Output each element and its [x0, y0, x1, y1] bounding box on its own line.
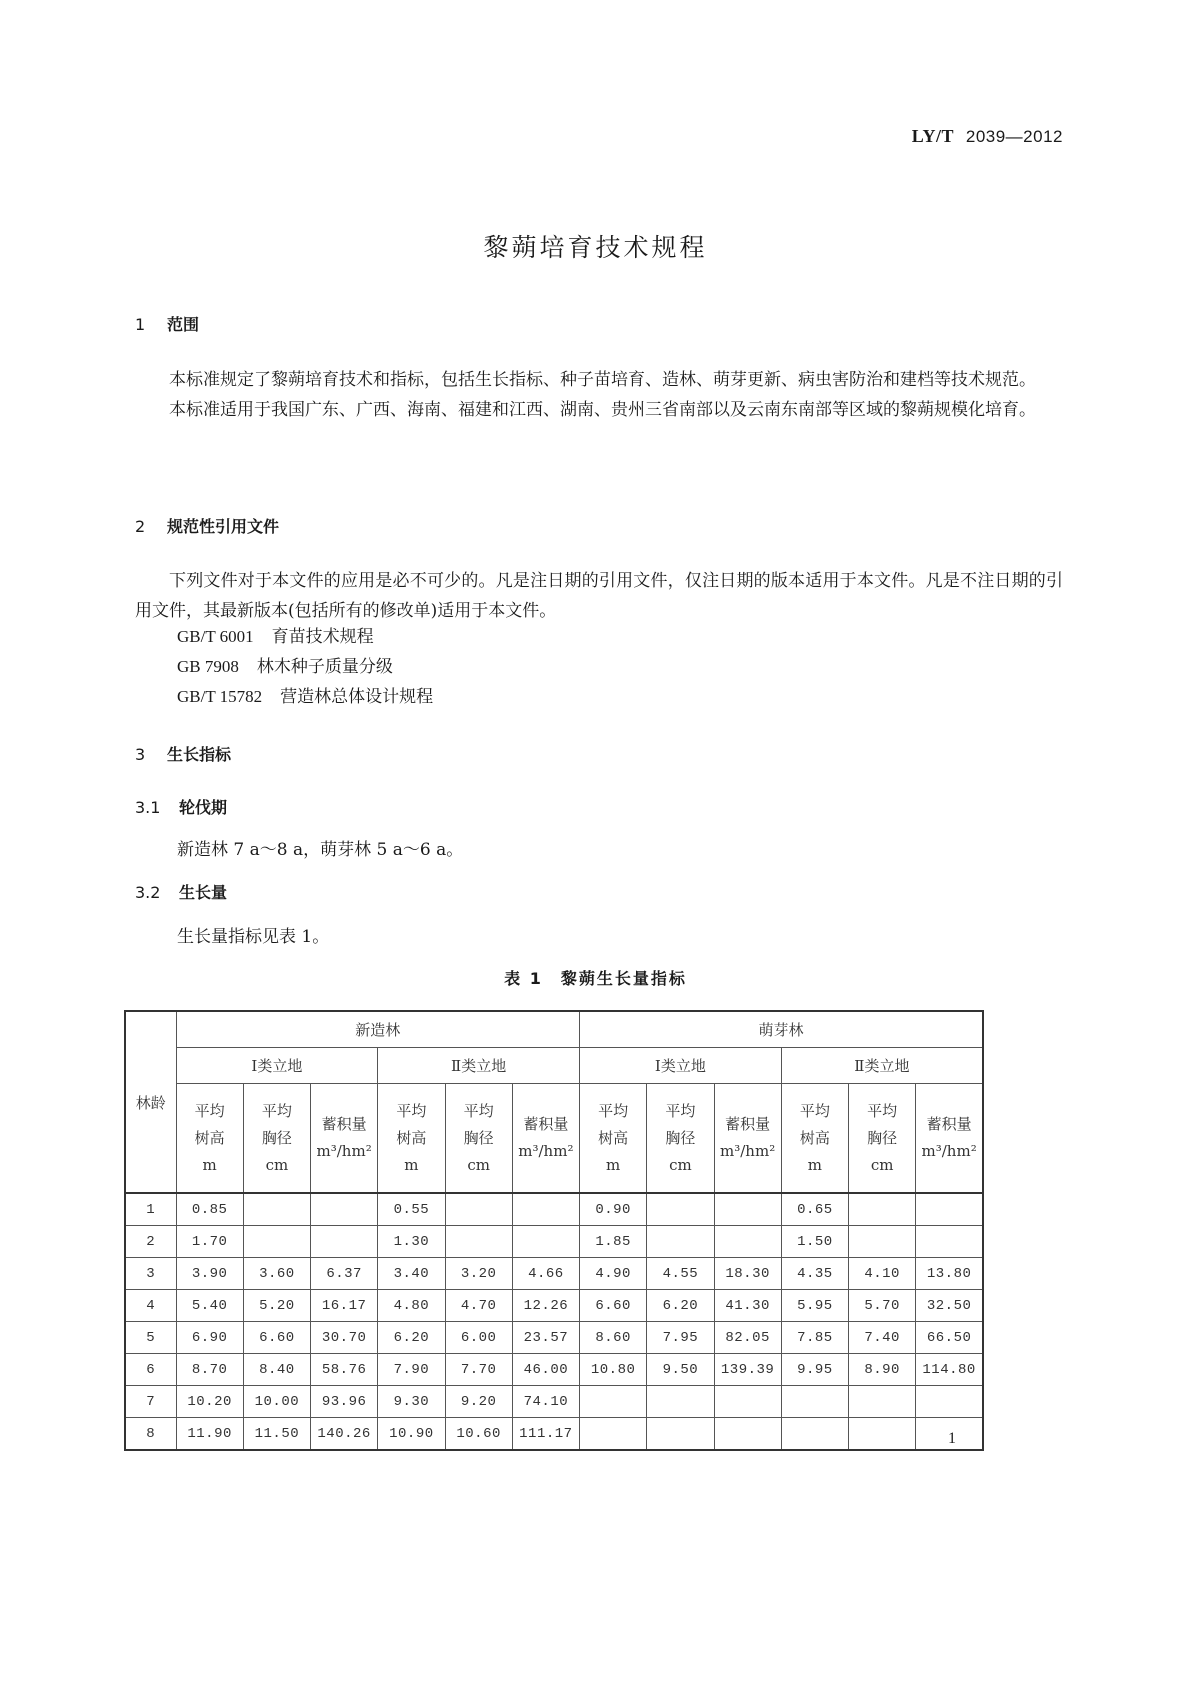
height-header: 平均 树高 m	[176, 1084, 243, 1194]
value-cell	[849, 1386, 916, 1418]
value-cell: 1.30	[378, 1226, 445, 1258]
value-cell: 6.37	[311, 1258, 378, 1290]
value-cell: 4.66	[512, 1258, 579, 1290]
age-cell: 2	[125, 1226, 176, 1258]
table-row	[125, 1354, 983, 1386]
value-cell: 18.30	[714, 1258, 781, 1290]
value-cell: 1.50	[781, 1226, 848, 1258]
value-cell	[849, 1226, 916, 1258]
value-cell	[243, 1193, 310, 1226]
value-cell: 58.76	[311, 1354, 378, 1386]
table-header-row	[125, 1011, 983, 1048]
value-cell: 5.40	[176, 1290, 243, 1322]
group-header-new-plantation: 新造林	[176, 1011, 580, 1048]
value-cell: 9.95	[781, 1354, 848, 1386]
reference-title: 营造林总体设计规程	[280, 687, 434, 707]
value-cell	[512, 1226, 579, 1258]
value-cell: 93.96	[311, 1386, 378, 1418]
subsection-heading-3-2: 3.2 生长量	[135, 883, 228, 902]
value-cell	[243, 1226, 310, 1258]
volume-header: 蓄积量 m³/hm²	[714, 1084, 781, 1194]
value-cell: 9.50	[647, 1354, 714, 1386]
table-row	[125, 1258, 983, 1290]
table-caption: 表 1 黎蒴生长量指标	[504, 969, 687, 988]
dbh-header: 平均 胸径 cm	[445, 1084, 512, 1194]
value-cell	[849, 1418, 916, 1451]
value-cell: 8.40	[243, 1354, 310, 1386]
volume-header: 蓄积量 m³/hm²	[512, 1084, 579, 1194]
value-cell	[714, 1418, 781, 1451]
value-cell: 5.20	[243, 1290, 310, 1322]
value-cell: 3.90	[176, 1258, 243, 1290]
value-cell: 6.90	[176, 1322, 243, 1354]
value-cell	[916, 1193, 983, 1226]
value-cell: 1.70	[176, 1226, 243, 1258]
height-header: 平均 树高 m	[580, 1084, 647, 1194]
dbh-header: 平均 胸径 cm	[849, 1084, 916, 1194]
value-cell: 6.20	[378, 1322, 445, 1354]
value-cell	[580, 1386, 647, 1418]
section-heading-1: 1 范围	[135, 315, 200, 334]
value-cell	[849, 1193, 916, 1226]
value-cell: 4.70	[445, 1290, 512, 1322]
table-header-row	[125, 1048, 983, 1084]
value-cell: 10.90	[378, 1418, 445, 1451]
volume-header: 蓄积量 m³/hm²	[916, 1084, 983, 1194]
value-cell: 3.60	[243, 1258, 310, 1290]
age-cell: 8	[125, 1418, 176, 1451]
value-cell: 10.60	[445, 1418, 512, 1451]
site-class-header: Ⅰ类立地	[176, 1048, 378, 1084]
value-cell: 10.80	[580, 1354, 647, 1386]
section-2-body	[135, 566, 1063, 626]
value-cell: 32.50	[916, 1290, 983, 1322]
value-cell: 8.90	[849, 1354, 916, 1386]
age-cell: 7	[125, 1386, 176, 1418]
value-cell: 23.57	[512, 1322, 579, 1354]
value-cell: 16.17	[311, 1290, 378, 1322]
group-header-coppice: 萌芽林	[580, 1011, 984, 1048]
value-cell: 140.26	[311, 1418, 378, 1451]
table-body	[125, 1193, 983, 1450]
standard-prefix: LY/T	[911, 126, 955, 146]
table-row	[125, 1418, 983, 1451]
value-cell: 0.90	[580, 1193, 647, 1226]
height-header: 平均 树高 m	[378, 1084, 445, 1194]
age-cell: 6	[125, 1354, 176, 1386]
value-cell: 9.20	[445, 1386, 512, 1418]
value-cell: 7.85	[781, 1322, 848, 1354]
value-cell: 9.30	[378, 1386, 445, 1418]
value-cell: 10.00	[243, 1386, 310, 1418]
section-heading-2: 2 规范性引用文件	[135, 517, 280, 536]
value-cell: 4.10	[849, 1258, 916, 1290]
value-cell: 13.80	[916, 1258, 983, 1290]
reference-item	[177, 682, 433, 712]
page-number: 1	[948, 1430, 956, 1447]
value-cell: 5.95	[781, 1290, 848, 1322]
table-row	[125, 1193, 983, 1226]
standard-code	[912, 126, 1063, 147]
age-cell: 5	[125, 1322, 176, 1354]
dbh-header: 平均 胸径 cm	[647, 1084, 714, 1194]
value-cell	[647, 1418, 714, 1451]
value-cell: 7.95	[647, 1322, 714, 1354]
section-1-body	[135, 365, 1063, 425]
table-row	[125, 1226, 983, 1258]
value-cell	[714, 1226, 781, 1258]
value-cell	[916, 1386, 983, 1418]
value-cell	[647, 1386, 714, 1418]
value-cell: 114.80	[916, 1354, 983, 1386]
site-class-header: Ⅱ类立地	[378, 1048, 580, 1084]
value-cell	[580, 1418, 647, 1451]
reference-title: 林木种子质量分级	[256, 657, 393, 677]
value-cell: 82.05	[714, 1322, 781, 1354]
value-cell	[781, 1418, 848, 1451]
subsection-heading-3-1: 3.1 轮伐期	[135, 798, 228, 817]
table-row	[125, 1290, 983, 1322]
age-header: 林龄	[125, 1011, 176, 1193]
value-cell	[311, 1226, 378, 1258]
value-cell: 111.17	[512, 1418, 579, 1451]
volume-header: 蓄积量 m³/hm²	[311, 1084, 378, 1194]
value-cell	[512, 1193, 579, 1226]
table-header-row	[125, 1084, 983, 1194]
growth-index-table	[124, 1010, 984, 1451]
value-cell: 0.65	[781, 1193, 848, 1226]
site-class-header: Ⅱ类立地	[781, 1048, 983, 1084]
height-header: 平均 树高 m	[781, 1084, 848, 1194]
paragraph: 本标准规定了黎蒴培育技术和指标，包括生长指标、种子苗培育、造林、萌芽更新、病虫害防治和建档等技术规范。	[169, 370, 1036, 390]
value-cell: 41.30	[714, 1290, 781, 1322]
value-cell: 11.50	[243, 1418, 310, 1451]
value-cell	[647, 1193, 714, 1226]
value-cell	[916, 1226, 983, 1258]
age-cell: 3	[125, 1258, 176, 1290]
value-cell: 7.90	[378, 1354, 445, 1386]
value-cell: 4.55	[647, 1258, 714, 1290]
value-cell: 0.85	[176, 1193, 243, 1226]
reference-code: GB 7908	[177, 657, 239, 676]
document-title: 黎蒴培育技术规程	[483, 233, 708, 262]
value-cell: 4.80	[378, 1290, 445, 1322]
value-cell: 11.90	[176, 1418, 243, 1451]
value-cell: 30.70	[311, 1322, 378, 1354]
value-cell	[445, 1193, 512, 1226]
value-cell	[714, 1193, 781, 1226]
value-cell: 6.00	[445, 1322, 512, 1354]
value-cell: 6.20	[647, 1290, 714, 1322]
reference-item	[177, 652, 393, 682]
reference-code: GB/T 15782	[177, 687, 263, 706]
value-cell	[311, 1193, 378, 1226]
value-cell: 4.90	[580, 1258, 647, 1290]
paragraph: 下列文件对于本文件的应用是必不可少的。凡是注日期的引用文件，仅注日期的版本适用于本文件。凡是不注日期的引用文件，其最新版本(包括所有的修改单)适用于本文件。	[135, 571, 1063, 621]
value-cell: 6.60	[580, 1290, 647, 1322]
subsection-3-1-text: 新造林 7 a～8 a，萌芽林 5 a～6 a。	[177, 840, 464, 860]
value-cell: 74.10	[512, 1386, 579, 1418]
subsection-3-2-text: 生长量指标见表 1。	[177, 927, 330, 947]
value-cell: 5.70	[849, 1290, 916, 1322]
value-cell	[445, 1226, 512, 1258]
reference-code: GB/T 6001	[177, 627, 254, 646]
value-cell: 7.40	[849, 1322, 916, 1354]
value-cell	[714, 1386, 781, 1418]
value-cell: 139.39	[714, 1354, 781, 1386]
value-cell: 4.35	[781, 1258, 848, 1290]
value-cell	[781, 1386, 848, 1418]
paragraph: 本标准适用于我国广东、广西、海南、福建和江西、湖南、贵州三省南部以及云南东南部等区域的黎蒴规模化培育。	[169, 400, 1036, 420]
site-class-header: Ⅰ类立地	[580, 1048, 782, 1084]
value-cell: 3.40	[378, 1258, 445, 1290]
age-cell: 1	[125, 1193, 176, 1226]
value-cell: 8.60	[580, 1322, 647, 1354]
value-cell: 0.55	[378, 1193, 445, 1226]
value-cell: 46.00	[512, 1354, 579, 1386]
section-heading-3: 3 生长指标	[135, 745, 232, 764]
reference-item	[177, 622, 374, 652]
value-cell: 3.20	[445, 1258, 512, 1290]
value-cell: 66.50	[916, 1322, 983, 1354]
value-cell	[647, 1226, 714, 1258]
value-cell: 1.85	[580, 1226, 647, 1258]
standard-number: 2039—2012	[965, 127, 1063, 146]
age-cell: 4	[125, 1290, 176, 1322]
table-row	[125, 1386, 983, 1418]
table-row	[125, 1322, 983, 1354]
reference-title: 育苗技术规程	[271, 627, 374, 647]
value-cell: 12.26	[512, 1290, 579, 1322]
value-cell: 6.60	[243, 1322, 310, 1354]
dbh-header: 平均 胸径 cm	[243, 1084, 310, 1194]
value-cell: 8.70	[176, 1354, 243, 1386]
value-cell: 10.20	[176, 1386, 243, 1418]
value-cell: 7.70	[445, 1354, 512, 1386]
